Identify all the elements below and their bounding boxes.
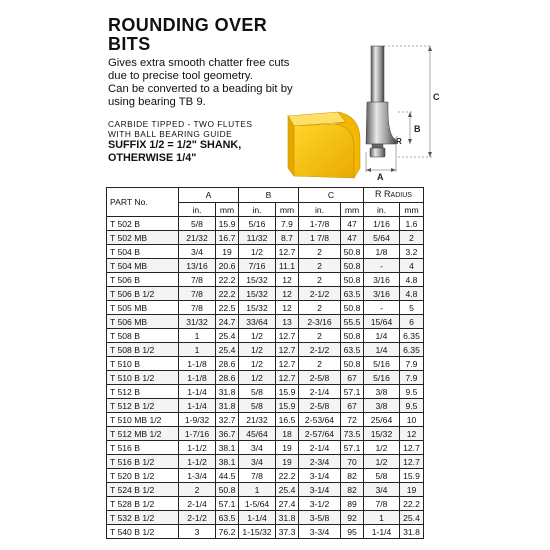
a-mm-cell: 24.7 — [216, 315, 239, 329]
part-number-cell: T 528 B 1/2 — [107, 497, 179, 511]
radius-inch-cell: 1/4 — [364, 329, 400, 343]
b-inch-cell: 1-1/4 — [239, 511, 276, 525]
a-mm-cell: 32.7 — [216, 413, 239, 427]
table-row — [107, 287, 424, 301]
a-inch-cell: 1-1/4 — [179, 385, 216, 399]
table-row — [107, 427, 424, 441]
radius-mm-cell: 10 — [400, 413, 424, 427]
b-inch-cell: 5/8 — [239, 399, 276, 413]
table-row — [107, 231, 424, 245]
a-inch-cell: 3 — [179, 525, 216, 539]
table-body — [107, 217, 424, 539]
column-b-header: B — [239, 188, 299, 203]
c-mm-cell: 47 — [341, 217, 364, 231]
part-number-cell: T 506 MB — [107, 315, 179, 329]
radius-inch-cell: 25/64 — [364, 413, 400, 427]
c-mm-cell: 70 — [341, 455, 364, 469]
b-mm-cell: 12.7 — [276, 357, 299, 371]
b-inch-cell: 15/32 — [239, 301, 276, 315]
unit-mm: mm — [400, 203, 424, 217]
a-inch-cell: 1-1/8 — [179, 371, 216, 385]
c-inch-cell: 2 — [299, 357, 341, 371]
c-inch-cell: 3-1/2 — [299, 497, 341, 511]
b-mm-cell: 18 — [276, 427, 299, 441]
table-row — [107, 455, 424, 469]
radius-mm-cell: 12.7 — [400, 441, 424, 455]
b-mm-cell: 22.2 — [276, 469, 299, 483]
part-number-cell: T 532 B 1/2 — [107, 511, 179, 525]
b-mm-cell: 31.8 — [276, 511, 299, 525]
a-inch-cell: 3/4 — [179, 245, 216, 259]
c-mm-cell: 50.8 — [341, 301, 364, 315]
b-mm-cell: 11.1 — [276, 259, 299, 273]
table-row — [107, 357, 424, 371]
a-mm-cell: 36.7 — [216, 427, 239, 441]
c-inch-cell: 2-5/8 — [299, 399, 341, 413]
table-row — [107, 399, 424, 413]
c-mm-cell: 95 — [341, 525, 364, 539]
c-inch-cell: 2-3/4 — [299, 455, 341, 469]
c-mm-cell: 57.1 — [341, 385, 364, 399]
b-mm-cell: 19 — [276, 455, 299, 469]
table-row — [107, 511, 424, 525]
a-inch-cell: 2-1/2 — [179, 511, 216, 525]
radius-mm-cell: 15.9 — [400, 469, 424, 483]
radius-inch-cell: 5/64 — [364, 231, 400, 245]
table-row — [107, 245, 424, 259]
column-a-header: A — [179, 188, 239, 203]
part-number-cell: T 510 MB 1/2 — [107, 413, 179, 427]
dimension-label-r: R — [396, 137, 402, 146]
workpiece-shape — [288, 112, 360, 178]
b-mm-cell: 12.7 — [276, 245, 299, 259]
b-inch-cell: 15/32 — [239, 273, 276, 287]
b-inch-cell: 21/32 — [239, 413, 276, 427]
a-mm-cell: 31.8 — [216, 399, 239, 413]
table-row — [107, 343, 424, 357]
b-mm-cell: 12 — [276, 273, 299, 287]
b-mm-cell: 12 — [276, 287, 299, 301]
table-row — [107, 469, 424, 483]
b-mm-cell: 12.7 — [276, 343, 299, 357]
c-mm-cell: 55.5 — [341, 315, 364, 329]
table-row — [107, 525, 424, 539]
c-inch-cell: 2 — [299, 301, 341, 315]
radius-inch-cell: 3/4 — [364, 483, 400, 497]
radius-mm-cell: 12 — [400, 427, 424, 441]
b-mm-cell: 13 — [276, 315, 299, 329]
table-row — [107, 301, 424, 315]
a-mm-cell: 28.6 — [216, 371, 239, 385]
table-header-row — [107, 188, 424, 203]
part-number-cell: T 504 MB — [107, 259, 179, 273]
column-c-header: C — [299, 188, 364, 203]
a-inch-cell: 21/32 — [179, 231, 216, 245]
radius-inch-cell: - — [364, 301, 400, 315]
b-inch-cell: 1 — [239, 483, 276, 497]
router-bit — [366, 46, 396, 157]
table-row — [107, 259, 424, 273]
unit-in: in. — [239, 203, 276, 217]
radius-inch-cell: 5/16 — [364, 357, 400, 371]
radius-inch-cell: 1/4 — [364, 343, 400, 357]
c-mm-cell: 73.5 — [341, 427, 364, 441]
a-inch-cell: 2-1/4 — [179, 497, 216, 511]
table-row — [107, 497, 424, 511]
b-inch-cell: 1/2 — [239, 245, 276, 259]
a-mm-cell: 57.1 — [216, 497, 239, 511]
radius-inch-cell: 7/8 — [364, 497, 400, 511]
c-inch-cell: 1-7/8 — [299, 217, 341, 231]
c-mm-cell: 47 — [341, 231, 364, 245]
b-inch-cell: 1/2 — [239, 371, 276, 385]
b-inch-cell: 15/32 — [239, 287, 276, 301]
radius-inch-cell: 3/8 — [364, 399, 400, 413]
c-mm-cell: 50.8 — [341, 357, 364, 371]
part-number-cell: T 508 B 1/2 — [107, 343, 179, 357]
c-mm-cell: 72 — [341, 413, 364, 427]
c-inch-cell: 2-1/4 — [299, 441, 341, 455]
a-mm-cell: 38.1 — [216, 441, 239, 455]
a-mm-cell: 38.1 — [216, 455, 239, 469]
part-number-cell: T 502 B — [107, 217, 179, 231]
a-mm-cell: 50.8 — [216, 483, 239, 497]
part-number-cell: T 512 B 1/2 — [107, 399, 179, 413]
a-mm-cell: 63.5 — [216, 511, 239, 525]
radius-header — [364, 188, 424, 203]
part-number-cell: T 510 B 1/2 — [107, 371, 179, 385]
specification-table — [106, 187, 424, 539]
b-inch-cell: 1/2 — [239, 329, 276, 343]
dimension-label-b: B — [414, 124, 421, 134]
c-mm-cell: 57.1 — [341, 441, 364, 455]
radius-mm-cell: 6.35 — [400, 343, 424, 357]
c-inch-cell: 3-5/8 — [299, 511, 341, 525]
unit-mm: mm — [276, 203, 299, 217]
a-mm-cell: 25.4 — [216, 329, 239, 343]
dimension-label-c: C — [433, 92, 440, 102]
table-row — [107, 217, 424, 231]
a-mm-cell: 31.8 — [216, 385, 239, 399]
router-bit-diagram — [280, 40, 450, 180]
b-mm-cell: 12.7 — [276, 371, 299, 385]
radius-mm-cell: 6.35 — [400, 329, 424, 343]
c-inch-cell: 2-53/64 — [299, 413, 341, 427]
radius-inch-cell: 1 — [364, 511, 400, 525]
radius-mm-cell: 6 — [400, 315, 424, 329]
c-mm-cell: 63.5 — [341, 343, 364, 357]
c-mm-cell: 92 — [341, 511, 364, 525]
radius-inch-cell: - — [364, 259, 400, 273]
radius-mm-cell: 4.8 — [400, 273, 424, 287]
description-line-4: using bearing TB 9. — [108, 96, 206, 108]
dimension-label-a: A — [377, 172, 384, 180]
radius-mm-cell: 9.5 — [400, 399, 424, 413]
table-row — [107, 385, 424, 399]
a-mm-cell: 22.5 — [216, 301, 239, 315]
a-inch-cell: 1 — [179, 343, 216, 357]
a-inch-cell: 31/32 — [179, 315, 216, 329]
table-row — [107, 441, 424, 455]
table-row — [107, 413, 424, 427]
radius-inch-cell: 15/64 — [364, 315, 400, 329]
b-mm-cell: 12 — [276, 301, 299, 315]
c-mm-cell: 50.8 — [341, 245, 364, 259]
title-line-2: BITS — [108, 34, 151, 54]
b-inch-cell: 1/2 — [239, 343, 276, 357]
c-mm-cell: 63.5 — [341, 287, 364, 301]
b-inch-cell: 45/64 — [239, 427, 276, 441]
b-inch-cell: 5/16 — [239, 217, 276, 231]
part-number-cell: T 506 B — [107, 273, 179, 287]
c-inch-cell: 2 — [299, 259, 341, 273]
c-mm-cell: 82 — [341, 469, 364, 483]
radius-mm-cell: 31.8 — [400, 525, 424, 539]
b-mm-cell: 19 — [276, 441, 299, 455]
b-inch-cell: 11/32 — [239, 231, 276, 245]
radius-mm-cell: 19 — [400, 483, 424, 497]
c-inch-cell: 2-1/2 — [299, 343, 341, 357]
c-inch-cell: 2 — [299, 245, 341, 259]
unit-mm: mm — [341, 203, 364, 217]
part-number-cell: T 524 B 1/2 — [107, 483, 179, 497]
unit-in: in. — [179, 203, 216, 217]
part-number-cell: T 505 MB — [107, 301, 179, 315]
a-inch-cell: 1-1/8 — [179, 357, 216, 371]
b-mm-cell: 15.9 — [276, 399, 299, 413]
radius-header-letters: R R — [375, 189, 391, 199]
c-inch-cell: 2 — [299, 329, 341, 343]
suffix-line-2: OTHERWISE 1/4" — [108, 152, 197, 164]
radius-inch-cell: 5/8 — [364, 469, 400, 483]
part-number-cell: T 516 B — [107, 441, 179, 455]
c-mm-cell: 67 — [341, 399, 364, 413]
c-mm-cell: 82 — [341, 483, 364, 497]
b-inch-cell: 1/2 — [239, 357, 276, 371]
a-inch-cell: 1-1/2 — [179, 441, 216, 455]
c-inch-cell: 2-1/4 — [299, 385, 341, 399]
radius-mm-cell: 2 — [400, 231, 424, 245]
construction-note — [108, 119, 288, 139]
c-mm-cell: 50.8 — [341, 329, 364, 343]
a-inch-cell: 1 — [179, 329, 216, 343]
b-mm-cell: 7.9 — [276, 217, 299, 231]
part-number-cell: T 506 B 1/2 — [107, 287, 179, 301]
a-inch-cell: 13/16 — [179, 259, 216, 273]
b-mm-cell: 27.4 — [276, 497, 299, 511]
description-line-1: Gives extra smooth chatter free cuts — [108, 57, 290, 69]
c-inch-cell: 3-1/4 — [299, 483, 341, 497]
suffix-line-1: SUFFIX 1/2 = 1/2" SHANK, — [108, 139, 242, 151]
b-inch-cell: 3/4 — [239, 441, 276, 455]
table-row — [107, 483, 424, 497]
b-mm-cell: 12.7 — [276, 329, 299, 343]
b-inch-cell: 1-5/64 — [239, 497, 276, 511]
c-mm-cell: 89 — [341, 497, 364, 511]
radius-inch-cell: 3/16 — [364, 287, 400, 301]
a-inch-cell: 1-7/16 — [179, 427, 216, 441]
description-line-2: due to precise tool geometry. — [108, 70, 253, 82]
b-inch-cell: 1-15/32 — [239, 525, 276, 539]
a-mm-cell: 22.2 — [216, 273, 239, 287]
radius-inch-cell: 1/2 — [364, 455, 400, 469]
b-mm-cell: 37.3 — [276, 525, 299, 539]
part-number-cell: T 516 B 1/2 — [107, 455, 179, 469]
radius-mm-cell: 9.5 — [400, 385, 424, 399]
b-mm-cell: 16.5 — [276, 413, 299, 427]
radius-inch-cell: 15/32 — [364, 427, 400, 441]
a-mm-cell: 16.7 — [216, 231, 239, 245]
a-mm-cell: 22.2 — [216, 287, 239, 301]
radius-inch-cell: 3/8 — [364, 385, 400, 399]
a-mm-cell: 15.9 — [216, 217, 239, 231]
radius-inch-cell: 1/2 — [364, 441, 400, 455]
unit-in: in. — [364, 203, 400, 217]
a-inch-cell: 1-9/32 — [179, 413, 216, 427]
table-row — [107, 371, 424, 385]
radius-mm-cell: 25.4 — [400, 511, 424, 525]
c-inch-cell: 2-57/64 — [299, 427, 341, 441]
a-inch-cell: 7/8 — [179, 273, 216, 287]
c-inch-cell: 2 — [299, 273, 341, 287]
c-mm-cell: 50.8 — [341, 273, 364, 287]
radius-inch-cell: 1/8 — [364, 245, 400, 259]
title-line-1: ROUNDING OVER — [108, 15, 268, 35]
table-row — [107, 315, 424, 329]
radius-mm-cell: 22.2 — [400, 497, 424, 511]
a-mm-cell: 25.4 — [216, 343, 239, 357]
c-mm-cell: 67 — [341, 371, 364, 385]
radius-inch-cell: 1/16 — [364, 217, 400, 231]
part-number-cell: T 512 MB 1/2 — [107, 427, 179, 441]
a-inch-cell: 1-3/4 — [179, 469, 216, 483]
part-number-cell: T 512 B — [107, 385, 179, 399]
a-inch-cell: 2 — [179, 483, 216, 497]
c-inch-cell: 2-5/8 — [299, 371, 341, 385]
a-mm-cell: 76.2 — [216, 525, 239, 539]
table-row — [107, 329, 424, 343]
page-title — [108, 16, 267, 54]
b-mm-cell: 15.9 — [276, 385, 299, 399]
a-inch-cell: 7/8 — [179, 287, 216, 301]
radius-mm-cell: 4.8 — [400, 287, 424, 301]
a-inch-cell: 1-1/2 — [179, 455, 216, 469]
c-inch-cell: 2-3/16 — [299, 315, 341, 329]
a-mm-cell: 28.6 — [216, 357, 239, 371]
description-line-3: Can be converted to a beading bit by — [108, 83, 293, 95]
radius-mm-cell: 4 — [400, 259, 424, 273]
c-inch-cell: 2-1/2 — [299, 287, 341, 301]
c-inch-cell: 1 7/8 — [299, 231, 341, 245]
c-mm-cell: 50.8 — [341, 259, 364, 273]
unit-in: in. — [299, 203, 341, 217]
subtitle-line-1: CARBIDE TIPPED - TWO FLUTES — [108, 119, 253, 129]
part-number-cell: T 510 B — [107, 357, 179, 371]
c-inch-cell: 3-1/4 — [299, 469, 341, 483]
radius-mm-cell: 12.7 — [400, 455, 424, 469]
subtitle-line-2: WITH BALL BEARING GUIDE — [108, 129, 233, 139]
unit-mm: mm — [216, 203, 239, 217]
radius-header-rest: ADIUS — [390, 192, 412, 199]
radius-mm-cell: 3.2 — [400, 245, 424, 259]
table-row — [107, 273, 424, 287]
part-number-cell: T 520 B 1/2 — [107, 469, 179, 483]
a-inch-cell: 5/8 — [179, 217, 216, 231]
c-inch-cell: 3-3/4 — [299, 525, 341, 539]
b-inch-cell: 3/4 — [239, 455, 276, 469]
radius-mm-cell: 1.6 — [400, 217, 424, 231]
radius-inch-cell: 3/16 — [364, 273, 400, 287]
b-mm-cell: 25.4 — [276, 483, 299, 497]
part-number-cell: T 504 B — [107, 245, 179, 259]
a-mm-cell: 19 — [216, 245, 239, 259]
a-inch-cell: 7/8 — [179, 301, 216, 315]
part-number-cell: T 540 B 1/2 — [107, 525, 179, 539]
part-number-header: PART No. — [107, 188, 179, 217]
b-inch-cell: 5/8 — [239, 385, 276, 399]
a-inch-cell: 1-1/4 — [179, 399, 216, 413]
shank-suffix-note — [108, 139, 241, 165]
b-inch-cell: 7/8 — [239, 469, 276, 483]
b-mm-cell: 8.7 — [276, 231, 299, 245]
b-inch-cell: 7/16 — [239, 259, 276, 273]
radius-mm-cell: 7.9 — [400, 371, 424, 385]
radius-inch-cell: 5/16 — [364, 371, 400, 385]
radius-mm-cell: 5 — [400, 301, 424, 315]
part-number-cell: T 502 MB — [107, 231, 179, 245]
radius-inch-cell: 1-1/4 — [364, 525, 400, 539]
a-mm-cell: 44.5 — [216, 469, 239, 483]
b-inch-cell: 33/64 — [239, 315, 276, 329]
a-mm-cell: 20.6 — [216, 259, 239, 273]
part-number-cell: T 508 B — [107, 329, 179, 343]
radius-mm-cell: 7.9 — [400, 357, 424, 371]
